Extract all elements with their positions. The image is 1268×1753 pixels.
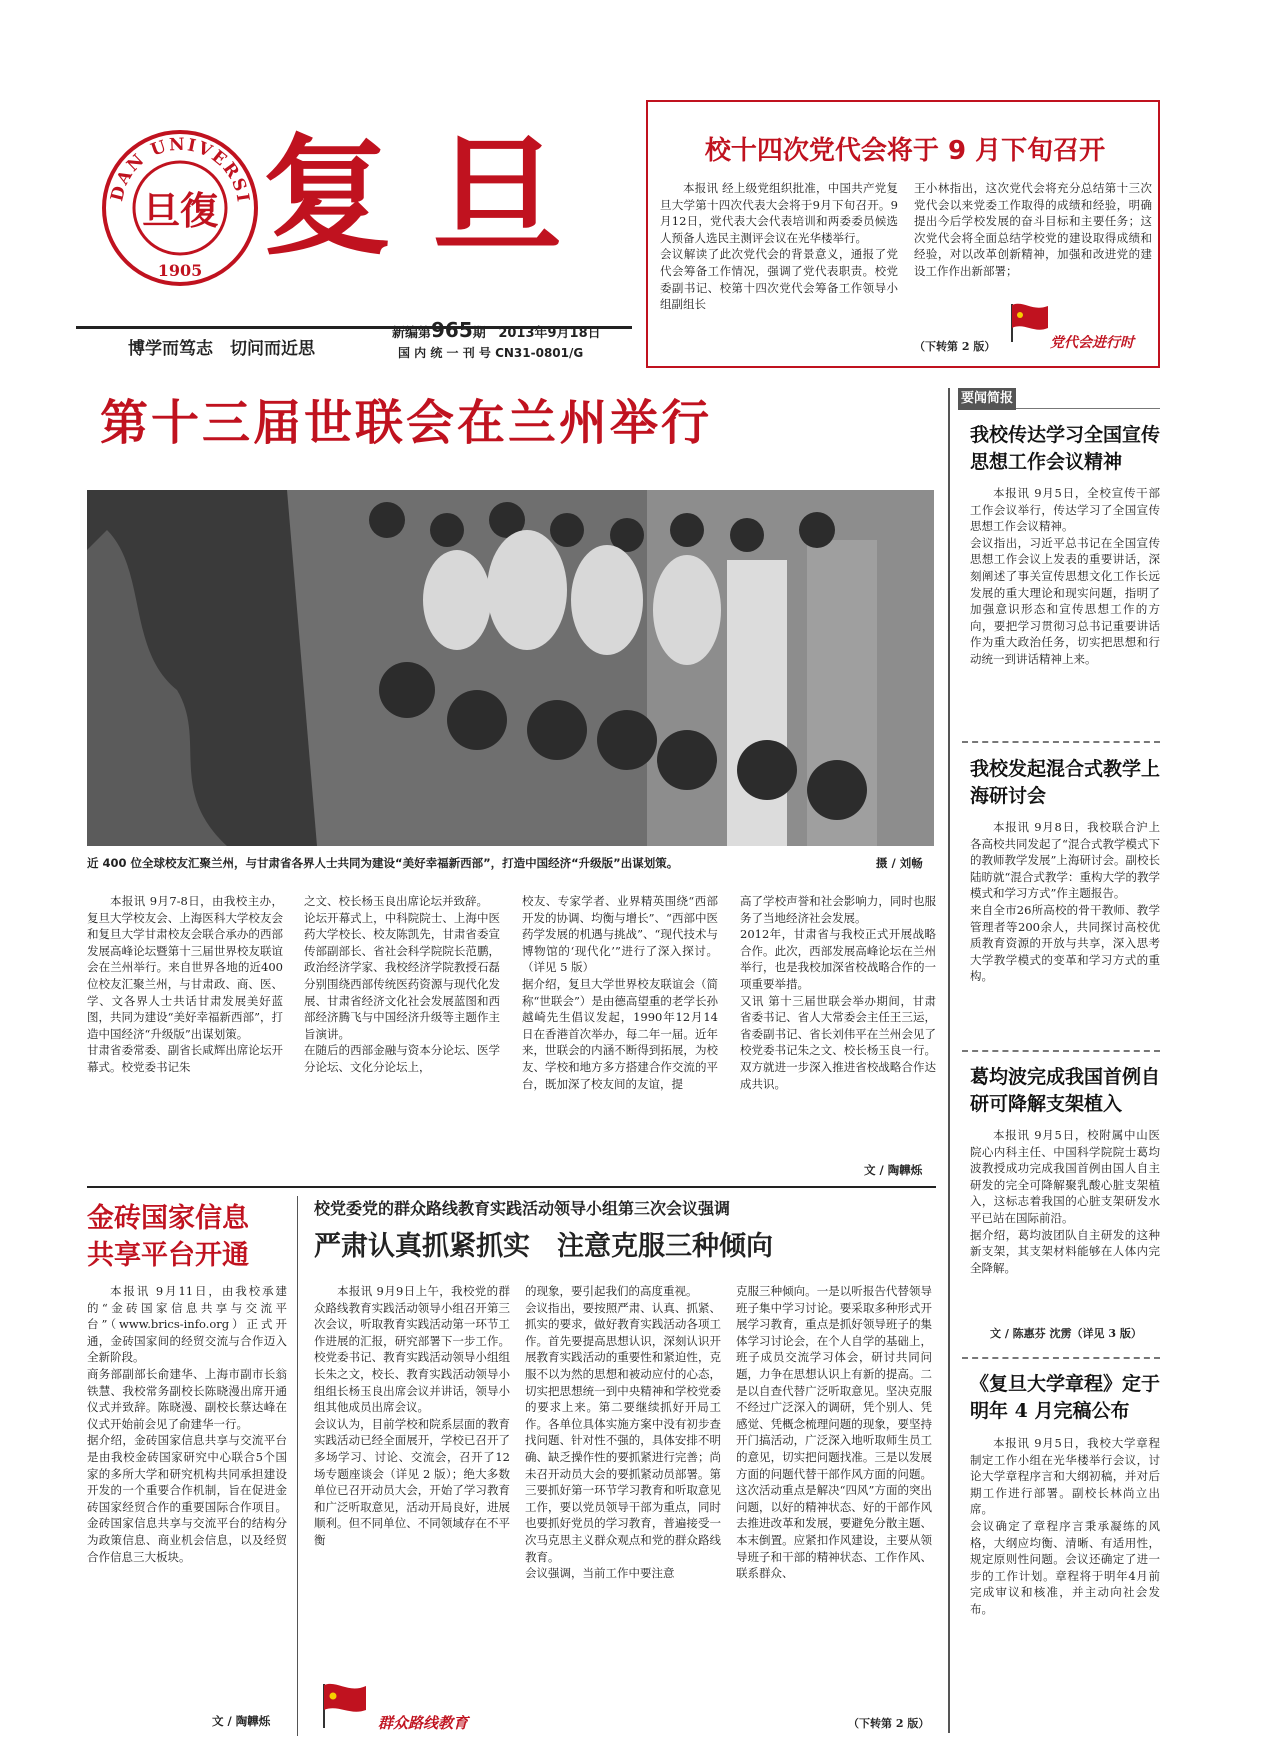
photo-credit: 摄 / 刘畅 xyxy=(876,856,923,870)
left-story-text: 本报讯 9月11日，由我校承建的“金砖国家信息共享与交流平台”（www.brics-info.org）正式开通，金砖国家间的经贸交流与合作迈入全新阶段。 商务部副部长俞建华、上海市副市长翁铁慧、我校常务副校长陈晓漫出席开通仪式并致辞。陈晓漫、副校长蔡达峰在仪式开始前会见了俞建华一行。 据介绍，金砖国家信息共享与交流平台是由我校金砖国家研究中心联合5个国家的多所大学和研究机构共同承担建设开发的一个重要合作机制，旨在促进金砖国家经贸合作的重要国际合作项目。金砖国家信息共享与交流平台的结构分为政策信息、商业机会信息，以及经贸合作信息三大板块。 xyxy=(87,1284,287,1564)
main-col1-text: 本报讯 9月7-8日，由我校主办，复旦大学校友会、上海医科大学校友会和复旦大学甘肃校友会联合承办的西部发展高峰论坛暨第十三届世界校友联谊会在兰州举行。来自世界各地的近400位校友汇聚兰州，与甘肃政、商、医、学、文各界人士共话甘肃发展美好蓝图，共同为建设“美好幸福新西部”，打造中国经济“升级版”出谋划策。 甘肃省委常委、副省长咸辉出席论坛开幕式。校党委书记朱 xyxy=(87,894,283,1074)
photo-crowd-icon xyxy=(87,490,934,846)
main-col2-text: 之文、校长杨玉良出席论坛并致辞。 论坛开幕式上，中科院院士、上海中医药大学校长、校友陈凯先，甘肃省委宣传部副部长、省社会科学院院长范鹏，政治经济学家、我校经济学院教授石磊分别围绕西部传统医药资源与现代化发展、甘肃省经济文化社会发展蓝图和西部经济腾飞与中国经济升级等主题作主旨演讲。 在随后的西部金融与资本分论坛、医学分论坛、文化分论坛上， xyxy=(304,894,500,1074)
photo-caption: 近 400 位全球校友汇聚兰州，与甘肃省各界人士共同为建设“美好幸福新西部”，打造中国经济“升级版”出谋划策。 xyxy=(87,856,679,870)
sidebar-item-4-text: 本报讯 9月5日，我校大学章程制定工作小组在光华楼举行会议，讨论大学章程序言和大纲初稿，并对后期工作进行部署。副校长林尚立出席。 会议确定了章程序言秉承凝练的风格，大纲应均衡、清晰、有适用性，规定原则性问题。会议还确定了进一步的工作计划。章程将于明年4月前完成审议和核准，并主动向社会发布。 xyxy=(970,1436,1160,1616)
main-bottom-rule xyxy=(87,1186,936,1188)
sidebar-separator-1 xyxy=(962,741,1160,743)
issue-suffix: 期 xyxy=(472,326,486,341)
mass-line-badge xyxy=(318,1680,498,1736)
sidebar-item-4-body xyxy=(970,1435,1160,1733)
left-story-headline-1: 金砖国家信息 xyxy=(87,1203,249,1234)
main-byline: 文 / 陶韡烁 xyxy=(864,1163,923,1177)
left-story-body xyxy=(87,1283,287,1713)
top-story-col1 xyxy=(660,180,898,358)
main-col4 xyxy=(740,893,936,1159)
sidebar-separator-2 xyxy=(962,1050,1160,1052)
seal-icon xyxy=(100,128,260,288)
mass-line-label: 群众路线教育 xyxy=(378,1714,469,1732)
sidebar-divider xyxy=(948,388,950,1733)
sidebar-item-2-text: 本报讯 9月8日，我校联合沪上各高校共同发起了“混合式教学模式下的教师教学发展”上海研讨会。副校长陆昉就“混合式教学：重构大学的教学模式和学习方式”作主题报告。 来自全市26所高校的骨干教师、教学管理者等200余人，共同探讨高校优质教育资源的开放与共享，深入思考大学教学模式的变革和学习方式的重构。 xyxy=(970,820,1160,984)
party-congress-badge xyxy=(1006,300,1156,360)
top-story-col2-text: 王小林指出，这次党代会将充分总结第十三次党代会以来党委工作取得的成绩和经验，明确提出今后学校发展的奋斗目标和主要任务；这次党代会将全面总结学校党的建设取得成绩和经验，对以改革创新精神，加强和改进党的建设工作作出新部署； xyxy=(914,181,1152,278)
sidebar-separator-3 xyxy=(962,1357,1160,1359)
sidebar-item-1-body xyxy=(970,485,1160,733)
bottom-story-kicker: 校党委党的群众路线教育实践活动领导小组第三次会议强调 xyxy=(314,1199,731,1218)
cn-number: 国 内 统 一 刊 号 CN31-0801/G xyxy=(398,346,584,360)
top-story-headline: 校十四次党代会将于 9 月下旬召开 xyxy=(704,136,1106,166)
sidebar-item-3-byline: 文 / 陈惠芬 沈雳（详见 3 版） xyxy=(990,1327,1142,1340)
university-seal xyxy=(100,128,260,288)
sidebar-item-1-text: 本报讯 9月5日，全校宣传干部工作会议举行，传达学习了全国宣传思想工作会议精神。 会议指出，习近平总书记在全国宣传思想工作会议上发表的重要讲话，深刻阐述了事关宣传思想文化工作长远发展的重大理论和现实问题，指明了加强意识形态和宣传思想工作的方向，要把学习贯彻习总书记重要讲话作为重大政治任务，切实把思想和行动统一到讲话精神上来。 xyxy=(970,486,1160,666)
red-flag-icon xyxy=(318,1680,368,1730)
sidebar-item-3-text: 本报讯 9月5日，校附属中山医院心内科主任、中国科学院院士葛均波教授成功完成我国首例由国人自主研发的完全可降解聚乳酸心脏支架植入，这标志着我国的心脏支架研发水平已站在国际前沿。 据介绍，葛均波团队自主研发的这种新支架，其支架材料能够在人体内完全降解。 xyxy=(970,1128,1160,1275)
top-story-jump: （下转第 2 版） xyxy=(914,340,996,353)
bottom-col2 xyxy=(525,1283,721,1733)
left-story-divider xyxy=(297,1196,298,1736)
left-story-headline-2: 共享平台开通 xyxy=(87,1240,249,1271)
issue-line xyxy=(392,318,601,342)
party-congress-label: 党代会进行时 xyxy=(1050,335,1134,351)
seal-text: DAN UNIVERSI xyxy=(107,134,253,206)
main-col3-text: 校友、专家学者、业界精英围绕“西部开发的协调、均衡与增长”、“西部中医药学发展的机遇与挑战”、“现代技术与博物馆的‘现代化’”进行了深入探讨。（详见 5 版） 据介绍，复旦大学世界校友联谊会（简称“世联会”）是由德高望重的老学长孙越崎先生倡议发起，1990年12月14日在香港首次举办，每二年一届。近年来，世联会的内涵不断得到拓展，为校友、学校和地方多方搭建合作交流的平台，既加深了校友间的友谊，提 xyxy=(522,894,718,1091)
bottom-col1-text: 本报讯 9月9日上午，我校党的群众路线教育实践活动领导小组召开第三次会议，听取教育实践活动第一环节工作进展的汇报，研究部署下一步工作。校党委书记、教育实践活动领导小组组长朱之文，校长、教育实践活动领导小组组长杨玉良出席会议并讲话，领导小组其他成员出席会议。 会议认为，目前学校和院系层面的教育实践活动已经全面展开，学校已召开了多场学习、讨论、交流会，召开了12场专题座谈会（详见 2 版）；绝大多数单位已召开动员大会，开始了学习教育和广泛听取意见，活动开局良好，进展顺利。但不同单位、不同领域存在不平衡 xyxy=(314,1284,510,1547)
left-story-byline: 文 / 陶韡烁 xyxy=(212,1714,271,1728)
sidebar-item-3-title: 葛均波完成我国首例自研可降解支架植入 xyxy=(970,1066,1161,1115)
motto: 博学而笃志 切问而近思 xyxy=(128,339,315,359)
main-col4-text: 高了学校声誉和社会影响力，同时也服务了当地经济社会发展。 2012年，甘肃省与我校正式开展战略合作。此次，西部发展高峰论坛在兰州举行，也是我校加深省校战略合作的一项重要举措。 又讯 第十三届世联会举办期间，甘肃省委书记、省人大常委会主任王三运，省委副书记、省长刘伟平在兰州会见了校党委书记朱之文、校长杨玉良一行。双方就进一步深入推进省校战略合作达成共识。 xyxy=(740,894,936,1091)
main-photo xyxy=(87,490,934,846)
sidebar-item-4-title: 《复旦大学章程》定于明年 4 月完稿公布 xyxy=(970,1373,1161,1422)
top-story-col1-text: 本报讯 经上级党组织批准，中国共产党复旦大学第十四次代表大会将于9月下旬召开。9月12日，党代表大会代表培训和两委委员候选人预备人选民主测评会议在光华楼举行。 会议解读了此次党代会的背景意义，通报了党代会筹备工作情况，强调了党代表职责。校党委副书记、校第十四次党代会筹备工作领导小组副组长 xyxy=(660,181,898,312)
bottom-col2-text: 的现象，要引起我们的高度重视。 会议指出，要按照严肃、认真、抓紧、抓实的要求，做好教育实践活动各项工作。首先要提高思想认识，深刻认识开展教育实践活动的重要性和紧迫性，克服不以为然的思想和被动应付的心态，切实把思想统一到中央精神和学校党委的要求上来。第二要继续抓好开局工作。各单位具体实施方案中没有初步查找问题、针对性不强的，具体安排不明确、缺乏操作性的要抓紧进行完善；尚未召开动员大会的要抓紧动员部署。第三要抓好第一环节学习教育和听取意见工作，要以党员领导干部为重点，同时也要抓好党员的学习教育，普遍接受一次马克思主义群众观点和党的群众路线教育。 会议强调，当前工作中要注意 xyxy=(525,1284,721,1581)
red-flag-icon xyxy=(1006,300,1050,344)
seal-year: 1905 xyxy=(157,261,203,280)
top-story-col2 xyxy=(914,180,1152,298)
seal-center: 旦復 xyxy=(141,188,219,233)
main-col2 xyxy=(304,893,500,1179)
bottom-col1 xyxy=(314,1283,510,1661)
issue-number: 965 xyxy=(431,318,473,342)
bottom-col3 xyxy=(736,1283,932,1715)
issue-prefix: 新编第 xyxy=(392,326,432,341)
sidebar-item-3-body xyxy=(970,1127,1160,1321)
sidebar-label: 要闻简报 xyxy=(958,388,1016,410)
bottom-story-headline: 严肃认真抓紧抓实 注意克服三种倾向 xyxy=(314,1231,773,1262)
newspaper-title: 复旦 xyxy=(262,120,603,273)
main-col1 xyxy=(87,893,283,1179)
sidebar-item-1-title: 我校传达学习全国宣传思想工作会议精神 xyxy=(970,424,1161,473)
sidebar-item-2-title: 我校发起混合式教学上海研讨会 xyxy=(970,758,1161,807)
bottom-col3-text: 克服三种倾向。一是以听报告代替领导班子集中学习讨论。要采取多种形式开展学习教育，重点是抓好领导班子的集体学习讨论会，在个人自学的基础上，班子成员交流学习体会，研讨共同问题，力争在思想认识上有新的提高。二是以自查代替广泛听取意见。坚决克服不经过广泛深入的调研，凭个别人、凭感觉、凭概念梳理问题的现象，要坚持开门搞活动，广泛深入地听取师生员工的意见，切实把问题找准。三是以发展方面的问题代替干部作风方面的问题。这次活动重点是解决“四风”方面的突出问题，以好的精神状态、好的干部作风去推进改革和发展，要避免分散主题、本末倒置。应紧扣作风建设，主要从领导班子和干部的精神状态、工作作风、联系群众、 xyxy=(736,1284,932,1581)
sidebar-label-rule xyxy=(1016,408,1160,409)
bottom-story-jump: （下转第 2 版） xyxy=(848,1717,930,1730)
sidebar-item-2-body xyxy=(970,819,1160,1037)
issue-date: 2013年9月18日 xyxy=(498,326,601,341)
main-col3 xyxy=(522,893,718,1179)
main-headline: 第十三届世联会在兰州举行 xyxy=(100,395,713,451)
